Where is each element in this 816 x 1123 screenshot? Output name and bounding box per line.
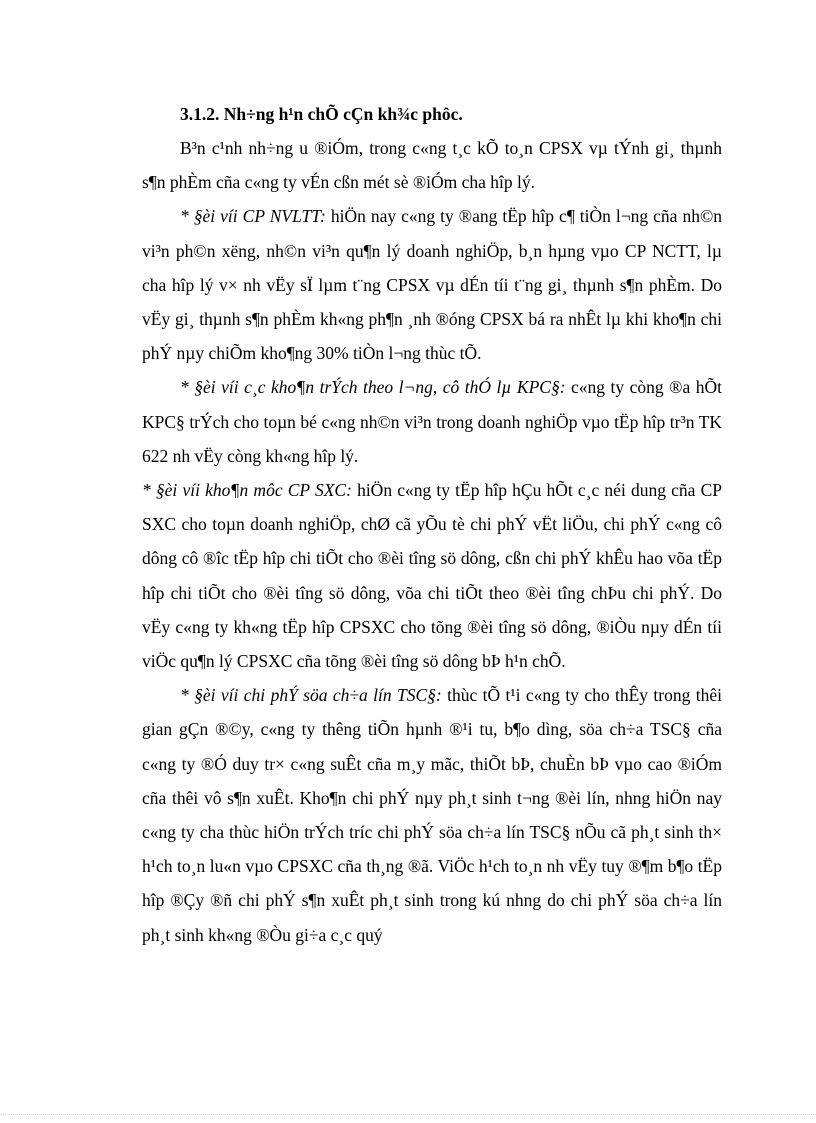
paragraph-nvltt <box>142 199 722 370</box>
section-heading: 3.1.2. Nh÷ng h¹n chÕ cÇn kh¾c phôc. <box>180 104 463 124</box>
paragraph-tscd-text: thùc tÕ t¹i c«ng ty cho thÊy trong thêi gian gÇn ®©y, c«ng ty thêng tiÕn hµnh ®¹i tu, b¶o dìng, söa ch÷a TSC§ cña c«ng ty ®Ó duy tr× c«ng suÊt cña m¸y mãc, thiÕt bÞ, chuÈn bÞ vµo cao ®iÓm cña thêi vô s¶n xuÊt. Kho¶n chi phÝ nµy ph¸t sinh t¬ng ®èi lín, nhng hiÖn nay c«ng ty cha thùc hiÖn trÝch tríc chi phÝ söa ch÷a lín TSC§ nÕu cã ph¸t sinh th× h¹ch to¸n lu«n vµo CPSXC cña th¸ng ®ã. ViÖc h¹ch to¸n nh vËy tuy ®¶m b¶o tËp hîp ®Çy ®ñ chi phÝ s¶n xuÊt ph¸t sinh trong kú nhng do chi phÝ söa ch÷a lín ph¸t sinh kh«ng ®Òu gi÷a c¸c quý <box>142 685 722 945</box>
paragraph-sxc-lead: * §èi víi kho¶n môc CP SXC: <box>142 480 352 501</box>
paragraph-kpcd-lead: * §èi víi c¸c kho¶n trÝch theo l¬ng, cô thÓ lµ KPC§: <box>180 377 566 398</box>
paragraph-nvltt-text: hiÖn nay c«ng ty ®ang tËp hîp c¶ tiÒn l¬ng cña nh©n vi³n ph©n xëng, nh©n vi³n qu¶n lý doanh nghiÖp, b¸n hµng vµo CP NCTT, lµ cha hîp lý v× nh vËy sÏ lµm t¨ng CPSX vµ dÉn tíi t¨ng gi¸ thµnh s¶n phÈm. Do vËy gi¸ thµnh s¶n phÈm kh«ng ph¶n ¸nh ®óng CPSX bá ra nhÊt lµ khi kho¶n chi phÝ nµy chiÕm kho¶ng 30% tiÒn l¬ng thùc tÕ. <box>142 206 722 364</box>
paragraph-sxc-text: hiÖn c«ng ty tËp hîp hÇu hÕt c¸c néi dung cña CP SXC cho toµn doanh nghiÖp, chØ cã yÕu tè chi phÝ vËt liÖu, chi phÝ c«ng cô dông cô ®îc tËp hîp chi tiÕt cho ®èi tîng sö dông, cßn chi phÝ khÊu hao võa tËp hîp chi tiÕt cho ®èi tîng sö dông, võa chi tiÕt theo ®èi tîng chÞu chi phÝ. Do vËy c«ng ty kh«ng tËp hîp CPSXC cho tõng ®èi tîng sö dông, ®iÒu nµy dÉn tíi viÖc qu¶n lý CPSXC cña tõng ®èi tîng sö dông bÞ h¹n chÕ. <box>142 480 722 672</box>
paragraph-tscd <box>142 678 722 952</box>
paragraph-kpcd-text: c«ng ty còng ®a hÕt KPC§ trÝch cho toµn bé c«ng nh©n vi³n trong doanh nghiÖp vµo tËp hîp tr³n TK 622 nh vËy còng kh«ng hîp lý. <box>142 377 722 466</box>
paragraph-tscd-lead: * §èi víi chi phÝ söa ch÷a lín TSC§: <box>180 685 442 706</box>
paragraph-intro <box>142 131 722 199</box>
paragraph-intro-text: B³n c¹nh nh÷ng u ®iÓm, trong c«ng t¸c kÕ to¸n CPSX vµ tÝnh gi¸ thµnh s¶n phÈm cña c«ng ty vÉn cßn mét sè ®iÓm cha hîp lý. <box>142 138 722 193</box>
document-page <box>142 97 722 952</box>
paragraph-kpcd <box>142 370 722 473</box>
page-bottom-rule <box>0 1114 816 1115</box>
paragraph-nvltt-lead: * §èi víi CP NVLTT: <box>180 206 326 227</box>
paragraph-sxc <box>142 473 722 678</box>
